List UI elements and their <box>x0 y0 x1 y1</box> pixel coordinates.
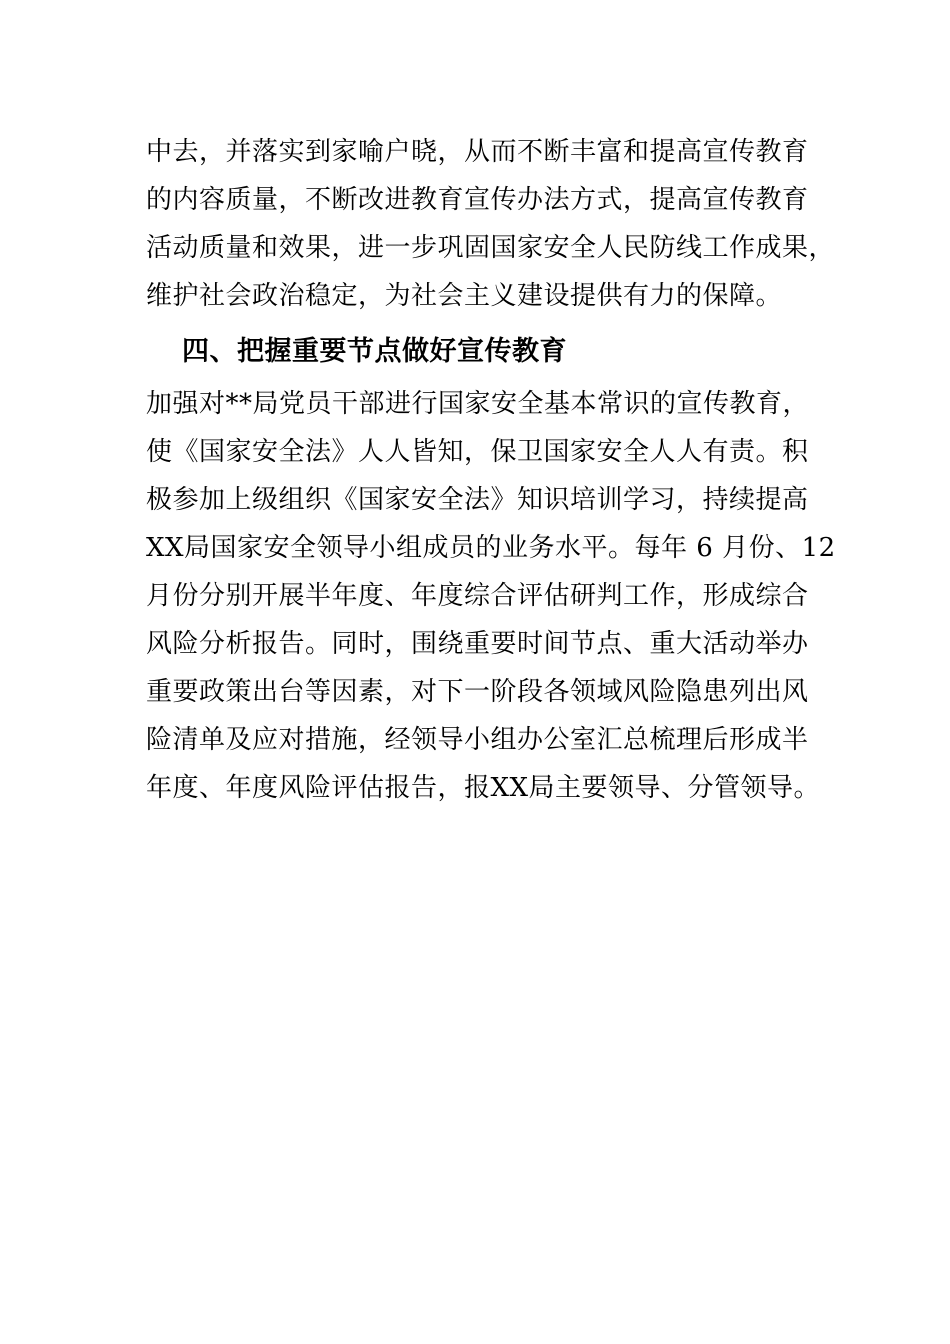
paragraph-1-line-1: 中去，并落实到家喻户晓，从而不断丰富和提高宣传教育 <box>146 137 809 167</box>
paragraph-2-line-5: 月份分别开展半年度、年度综合评估研判工作，形成综合 <box>146 581 809 611</box>
paragraph-1-line-2: 的内容质量，不断改进教育宣传办法方式，提高宣传教育 <box>146 185 809 215</box>
paragraph-2-line-7: 重要政策出台等因素，对下一阶段各领域风险隐患列出风 <box>146 677 809 707</box>
paragraph-1-line-4: 维护社会政治稳定，为社会主义建设提供有力的保障。 <box>146 281 783 311</box>
paragraph-1-line-3: 活动质量和效果，进一步巩固国家安全人民防线工作成果， <box>146 233 836 263</box>
paragraph-2-line-8: 险清单及应对措施，经领导小组办公室汇总梳理后形成半 <box>146 725 809 755</box>
paragraph-2-line-1: 加强对**局党员干部进行国家安全基本常识的宣传教育， <box>146 389 810 419</box>
section-4-heading: 四、把握重要节点做好宣传教育 <box>182 336 567 367</box>
paragraph-2-line-6: 风险分析报告。同时，围绕重要时间节点、重大活动举办 <box>146 629 809 659</box>
paragraph-2-line-3: 极参加上级组织《国家安全法》知识培训学习，持续提高 <box>146 485 809 515</box>
paragraph-2-line-2: 使《国家安全法》人人皆知，保卫国家安全人人有责。积 <box>146 437 809 467</box>
paragraph-2-line-4: XX局国家安全领导小组成员的业务水平。每年 6 月份、12 <box>146 533 836 563</box>
paragraph-2-line-9: 年度、年度风险评估报告，报XX局主要领导、分管领导。 <box>146 773 821 803</box>
